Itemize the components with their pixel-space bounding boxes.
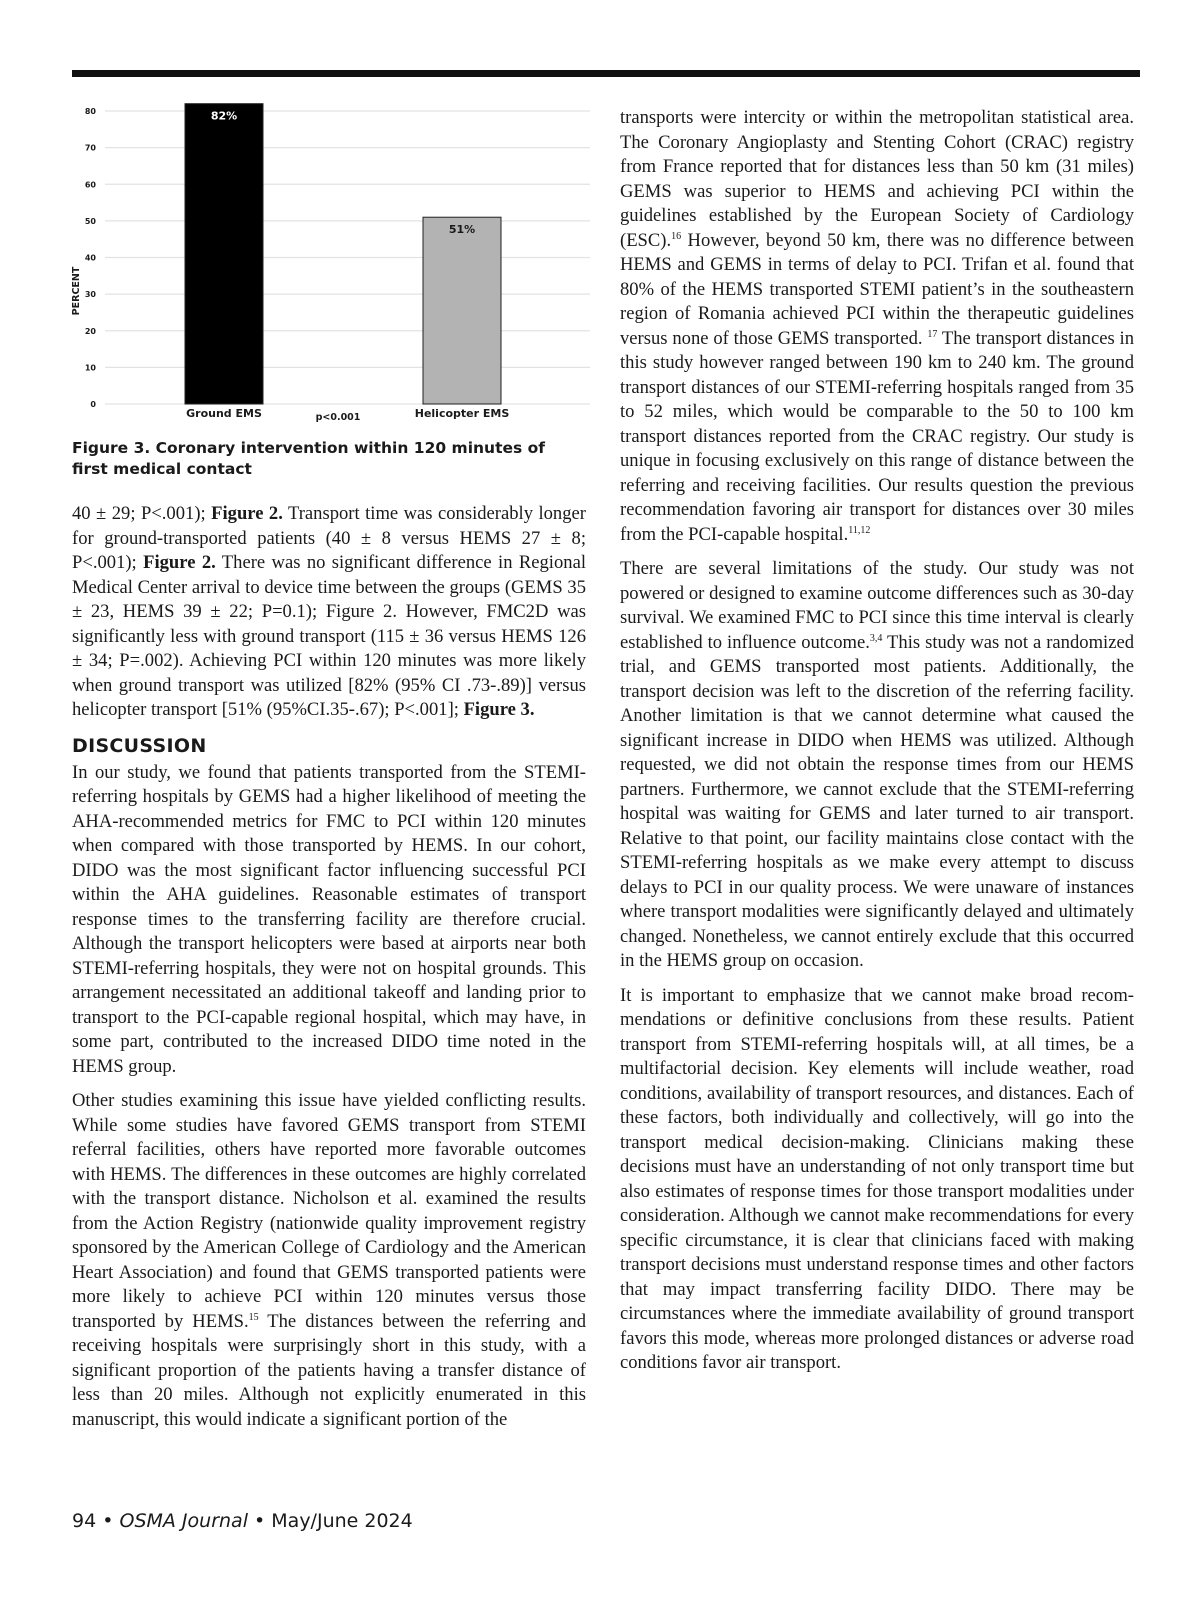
y-tick-label: 10 — [84, 363, 96, 373]
p-value-annotation: p<0.001 — [315, 412, 361, 423]
citation-superscript: 16 — [671, 230, 682, 242]
y-tick-label: 50 — [84, 216, 96, 226]
gridlines — [105, 111, 590, 404]
footer-separator: • — [96, 1510, 120, 1532]
y-tick-label: 40 — [84, 253, 96, 263]
right-paragraph-1: transports were intercity or within the metropolitan statistical area. The Coronary Angioplasty and Stenting Cohort (CRAC) registry from France reported that for distances less than 50 km (31 miles) GEMS was superior to HEMS and achieving PCI within the guidelines established by the European Society of Cardiology (ESC).$^{16}$ However, beyond 50 km, there was no difference between HEMS and GEMS in terms of delay to PCI. Trifan et al. found that 80% of the HEMS transported STEMI patient’s in the southeastern region of Romania achieved PCI within the therapeutic guidelines versus none of those GEMS transported. $^{17}$ The transport distances in this study however ranged between 190 km to 240 km. The ground transport distances of our STEMI-referring hospitals ranged from 35 to 52 miles, which would be comparable to the 50 to 100 km transport distances reported from the CRAC registry. Our study is unique in focusing exclusively on this range of distance between the referring and receiving facilities. Our results question the previous recommendation favoring air transport for distances over 30 miles from the PCI-capable hospital.$^{11,12}$ — [620, 107, 1134, 545]
citation-superscript: 11,12 — [848, 524, 871, 536]
page-number: 94 — [72, 1510, 97, 1532]
figure-reference: Figure 2. — [211, 503, 283, 524]
citation-superscript: 15 — [248, 1311, 259, 1323]
citation-superscript: 17 — [927, 328, 938, 340]
journal-name: OSMA Journal — [119, 1510, 248, 1532]
bar-helicopter-ems — [423, 217, 501, 404]
citation-superscript: 3,4 — [869, 632, 883, 644]
y-tick-label: 30 — [84, 290, 96, 300]
bars — [185, 104, 501, 404]
y-tick-label: 80 — [84, 107, 96, 116]
data-label: 82% — [210, 109, 238, 123]
figure-3-bar-chart — [60, 95, 590, 435]
figure-reference: Figure 2. — [143, 552, 216, 573]
header-rule — [72, 70, 1140, 77]
issue-date: May/June 2024 — [271, 1510, 413, 1532]
discussion-heading: DISCUSSION — [72, 734, 207, 757]
results-text: Transport time was considerably longer for ground-transported patients (40 ± 8 versus HEMS 27 ± 8; P<.001); — [72, 503, 586, 573]
y-tick-label: 20 — [84, 326, 96, 336]
limitations-paragraph: There are several limitations of the study. Our study was not powered or designed to examine outcome differences such as 30-day survival. We examined FMC to PCI since this time interval is clearly established to influence outcome.$^{3,4}$ This study was not a randomized trial, and GEMS transported most patients. Additionally, the transport decision was left to the discretion of the referring facility. Another limitation is that we cannot determine what caused the significant increase in DIDO when HEMS was utilized. Although requested, we did not obtain the response times from our HEMS partners. Furthermore, we cannot exclude that the STEMI-referring hospital was waiting for GEMS and later turned to air transport. Relative to that point, our facility maintains close contact with the STEMI-referring hospitals as we make every attempt to discuss delays to PCI in our quality process. We were unaware of instances where transport modalities were significantly delayed and ultimately changed. Nonetheless, we cannot entirely exclude that this occurred in the HEMS group on occasion. — [620, 558, 1135, 971]
x-tick-label: Ground EMS — [186, 407, 262, 420]
results-text: There was no significant difference in Regional Medical Center arrival to device time between the groups (GEMS 35 ± 23, HEMS 39 ± 22; P=0.1); Figure 2. However, FMC2D was significantly less with ground transport (115 ± 36 versus HEMS 126 ± 34; P=.002). Achieving PCI within 120 minutes was more likely when ground transport was utilized [82% (95% CI .73-.89)] versus helicopter transport [51% (95%CI.35-.67); P<.001]; — [72, 552, 586, 720]
y-axis-label: PERCENT — [71, 266, 82, 316]
data-label: 51% — [448, 223, 476, 237]
results-text: 40 ± 29; P<.001); — [72, 503, 212, 524]
figure-caption: Figure 3. Coronary intervention within 120 minutes of first medical contact — [72, 439, 546, 478]
y-tick-label: 60 — [84, 180, 96, 190]
right-column — [620, 106, 1134, 1376]
left-column — [72, 502, 586, 1432]
page-footer — [72, 1510, 413, 1532]
discussion-paragraph-2: Other studies examining this issue have yielded conflicting results. While some studies have favored GEMS transport from STEMI referral facilities, others have reported more favorable outcomes with HEMS. The differences in these outcomes are highly correlated with the transport distance. Nicholson et al. examined the results from the Action Registry (nationwide quality improvement registry sponsored by the American College of Cardiology and the American Heart Association) and found that GEMS transported patients were more likely to achieve PCI within 120 minutes versus those transported by HEMS.$^{15}$ The distances between the referring and receiving hospitals were surprisingly short in this study, with a significant proportion of the patients having a transfer distance of less than 20 miles. Although not explicitly enumerated in this manuscript, this would indicate a significant portion of the — [72, 1090, 586, 1430]
results-paragraph — [72, 502, 586, 723]
x-tick-label: Helicopter EMS — [414, 407, 510, 420]
y-tick-label: 0 — [90, 400, 96, 409]
discussion-paragraph-1: In our study, we found that patients transported from the STEMI-referring hospitals by GEMS had a higher likelihood of meeting the AHA-recommended metrics for FMC to PCI within 120 minutes when compared with those transported by HEMS. In our cohort, DIDO was the most significant factor influencing successful PCI within the AHA guidelines. Reasonable estimates of transport response times to the transferring facility are therefore crucial. Although the transport helicopters were based at airports near both STEMI-referring hospitals, they were not on hospital grounds. This arrangement necessitated an additional takeoff and landing prior to transport to the PCI-capable regional hospital, which may have, in some part, contributed to the increased DIDO time noted in the HEMS group. — [72, 761, 586, 1077]
footer-separator: • — [247, 1510, 272, 1532]
figure-reference: Figure 3. — [463, 699, 535, 720]
conclusion-paragraph: It is important to emphasize that we cannot make broad recommendations or definitive conclusions from these results. Patient transport from STEMI-referring hospitals will, at all times, be a multifactorial decision. Key elements will include weather, road conditions, availability of transport resources, and distances. Each of these factors, both individually and collectively, will go into the transport medical decision-making. Clinicians making these decisions must have an understanding of not only transport time but also estimates of response times for those transport modalities under consideration. Although we cannot make recommendations for every specific circumstance, it is clear that clinicians faced with making transport decisions must understand response times and other factors that may impact transferring facility DIDO. There may be circumstances where the immediate availability of ground transport favors this mode, whereas more prolonged distances or adverse road conditions favor air transport. — [620, 984, 1134, 1373]
y-axis-ticks — [85, 107, 97, 409]
y-tick-label: 70 — [84, 143, 96, 153]
bar-ground-ems — [185, 104, 263, 404]
